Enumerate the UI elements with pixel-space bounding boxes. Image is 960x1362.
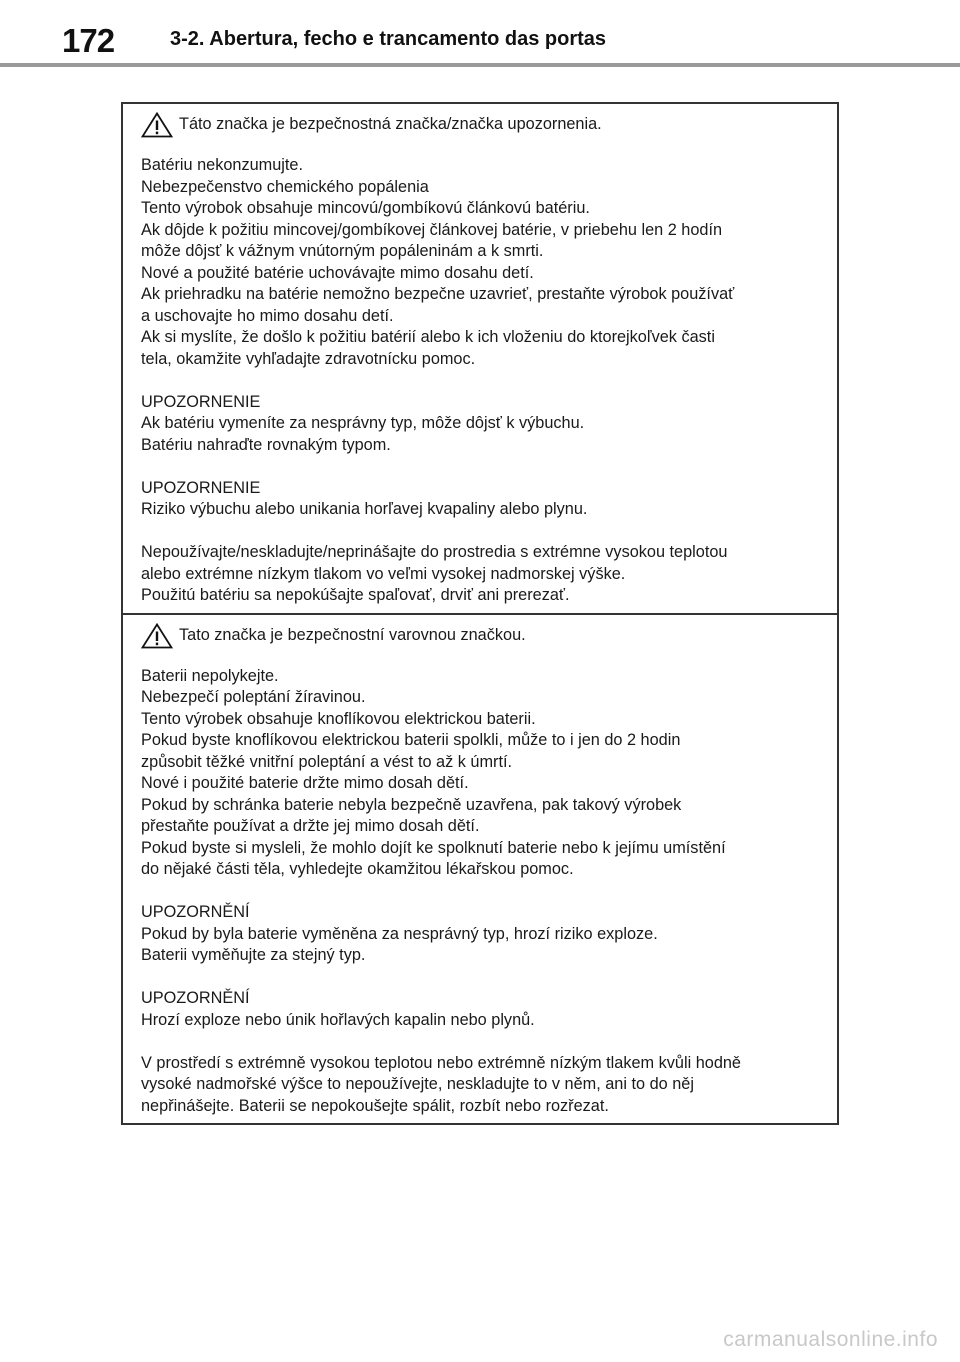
text-line: Použitú batériu sa nepokúšajte spaľovať, drviť ani prerezať. xyxy=(141,586,570,604)
text-line: Batériu nahraďte rovnakým typom. xyxy=(141,435,391,454)
text-line: Ak dôjde k požitiu mincovej/gombíkovej článkovej batérie, v priebehu len 2 hodín xyxy=(141,220,723,239)
paragraph xyxy=(141,902,823,967)
text-line: Riziko výbuchu alebo unikania horľavej kvapaliny alebo plynu. xyxy=(141,500,588,518)
page-number: 172 xyxy=(62,22,115,59)
text-line: UPOZORNENIE xyxy=(141,392,261,411)
notice-block-slovak xyxy=(123,104,837,613)
paragraph xyxy=(141,478,823,521)
text-line: V prostředí s extrémně vysokou teplotou nebo extrémně nízkým tlakem kvůli hodně xyxy=(141,1053,741,1072)
text-line: přestaňte používat a držte jej mimo dosah dětí. xyxy=(141,817,480,835)
text-line: Ak si myslíte, že došlo k požitiu batérií alebo k ich vloženiu do ktorejkoľvek časti xyxy=(141,328,715,346)
text-line: Pokud by schránka baterie nebyla bezpečně uzavřena, pak takový výrobek xyxy=(141,795,682,814)
text-line: tela, okamžite vyhľadajte zdravotnícku pomoc. xyxy=(141,349,476,368)
text-line: UPOZORNĚNÍ xyxy=(141,989,250,1007)
block-heading-text: Tato značka je bezpečnostní varovnou značkou. xyxy=(179,625,526,644)
text-line: do nějaké části těla, vyhledejte okamžitou lékařskou pomoc. xyxy=(141,860,574,878)
paragraph-list xyxy=(141,666,823,1118)
text-line: Nepoužívajte/neskladujte/neprinášajte do prostredia s extrémne vysokou teplotou xyxy=(141,543,728,561)
paragraph-list xyxy=(141,155,823,607)
text-line: Nebezpečí poleptání žíravinou. xyxy=(141,688,366,706)
paragraph xyxy=(141,1053,823,1118)
watermark: carmanualsonline.info xyxy=(723,1328,938,1351)
text-line: Tento výrobek obsahuje knoflíkovou elektrickou baterii. xyxy=(141,709,536,728)
text-line: Nové a použité batérie uchovávajte mimo dosahu detí. xyxy=(141,263,534,282)
text-line: Batériu nekonzumujte. xyxy=(141,156,304,174)
warning-triangle-icon xyxy=(141,112,173,138)
paragraph xyxy=(141,542,823,607)
text-line: Pokud by byla baterie vyměněna za nesprávný typ, hrozí riziko exploze. xyxy=(141,924,658,943)
text-line: UPOZORNĚNÍ xyxy=(141,903,250,921)
text-line: nepřinášejte. Baterii se nepokoušejte spálit, rozbít nebo rozřezat. xyxy=(141,1096,609,1115)
paragraph xyxy=(141,392,823,457)
text-line: Hrozí exploze nebo únik hořlavých kapalin nebo plynů. xyxy=(141,1010,535,1029)
block-heading-text: Táto značka je bezpečnostná značka/značka upozornenia. xyxy=(179,115,602,134)
text-line: Ak batériu vymeníte za nesprávny typ, môže dôjsť k výbuchu. xyxy=(141,414,585,432)
text-line: Tento výrobok obsahuje mincovú/gombíkovú článkovú batériu. xyxy=(141,199,590,217)
header-rule xyxy=(0,63,960,67)
text-line: UPOZORNENIE xyxy=(141,478,261,497)
block-heading xyxy=(141,112,823,138)
paragraph xyxy=(141,155,823,370)
text-line: Ak priehradku na batérie nemožno bezpečne uzavrieť, prestaňte výrobok používať xyxy=(141,285,735,303)
text-line: Pokud byste si mysleli, že mohlo dojít ke spolknutí baterie nebo k jejímu umístění xyxy=(141,838,726,857)
paragraph xyxy=(141,988,823,1031)
notice-block-czech xyxy=(123,613,837,1124)
text-line: Pokud byste knoflíkovou elektrickou baterii spolkli, může to i jen do 2 hodin xyxy=(141,731,681,749)
text-line: a uschovajte ho mimo dosahu detí. xyxy=(141,306,394,325)
text-line: Nebezpečenstvo chemického popálenia xyxy=(141,177,429,196)
text-line: způsobit těžké vnitřní poleptání a vést to až k úmrtí. xyxy=(141,752,513,771)
safety-notice-frame xyxy=(121,102,839,1125)
paragraph xyxy=(141,666,823,881)
page-header xyxy=(0,0,960,66)
text-line: vysoké nadmořské výšce to nepoužívejte, neskladujte to v něm, ani to do něj xyxy=(141,1075,694,1093)
block-heading xyxy=(141,623,823,649)
section-title: 3-2. Abertura, fecho e trancamento das portas xyxy=(170,28,607,50)
text-line: Baterii vyměňujte za stejný typ. xyxy=(141,946,366,964)
text-line: alebo extrémne nízkym tlakom vo veľmi vysokej nadmorskej výške. xyxy=(141,564,626,583)
text-line: Nové i použité baterie držte mimo dosah dětí. xyxy=(141,774,469,792)
warning-triangle-icon xyxy=(141,623,173,649)
text-line: môže dôjsť k vážnym vnútorným popáleninám a k smrti. xyxy=(141,242,544,260)
text-line: Baterii nepolykejte. xyxy=(141,666,279,685)
